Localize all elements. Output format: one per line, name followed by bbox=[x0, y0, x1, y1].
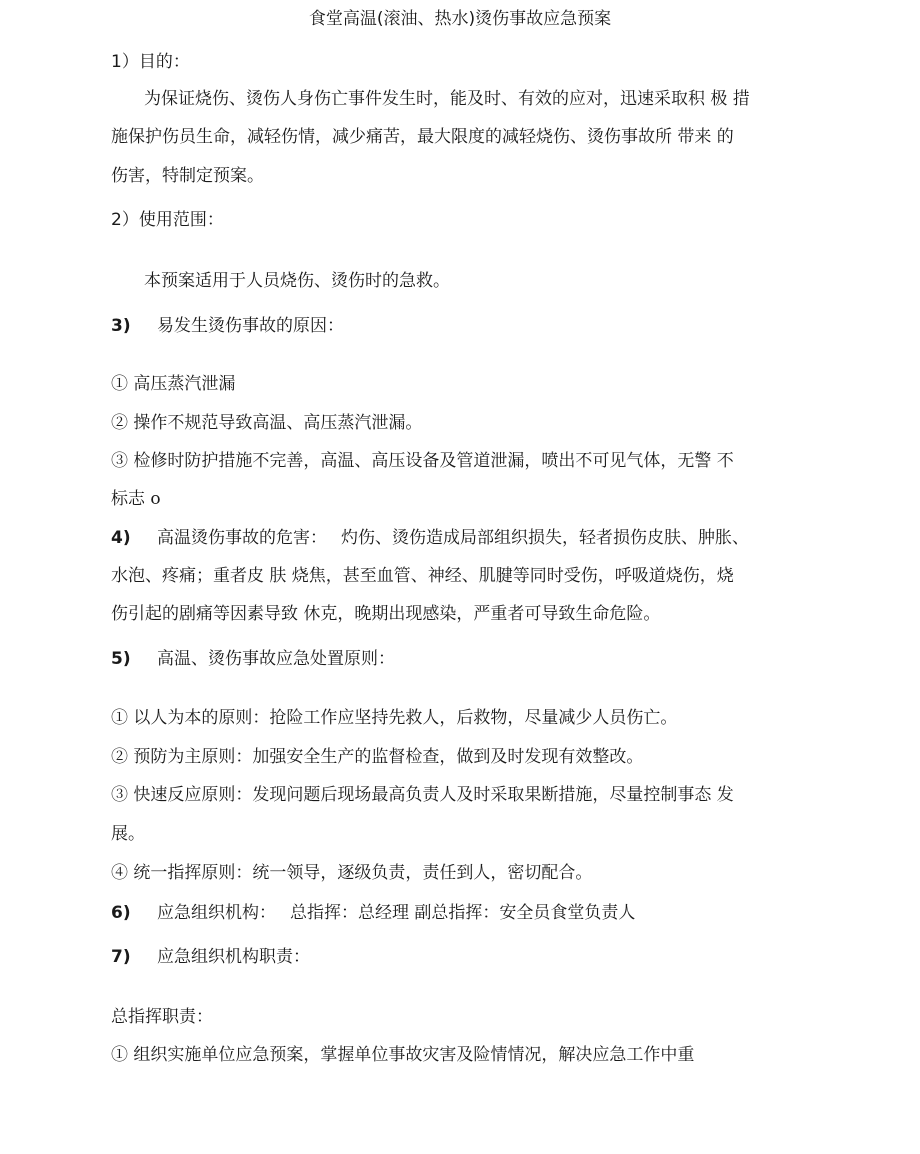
list-item-continuation: 展。 bbox=[111, 824, 145, 844]
list-item: ② 操作不规范导致高温、高压蒸汽泄漏。 bbox=[111, 413, 423, 433]
list-item: ③ 快速反应原则：发现问题后现场最高负责人及时采取果断措施，尽量控制事态 发 bbox=[111, 785, 734, 805]
section-6-heading bbox=[111, 902, 635, 924]
section-6-body: 总指挥：总经理 副总指挥：安全员食堂负责人 bbox=[290, 903, 636, 923]
section-2-body: 本预案适用于人员烧伤、烫伤时的急救。 bbox=[144, 271, 450, 291]
section-1-line: 为保证烧伤、烫伤人身伤亡事件发生时，能及时、有效的应对，迅速采取积 极 措 bbox=[144, 89, 750, 109]
section-7-title: 应急组织机构职责： bbox=[157, 947, 310, 967]
page-title: 食堂高温(滚油、热水)烫伤事故应急预案 bbox=[308, 9, 612, 29]
list-item: ② 预防为主原则：加强安全生产的监督检查，做到及时发现有效整改。 bbox=[111, 747, 644, 767]
section-4-number: 4) bbox=[111, 528, 131, 548]
section-5-number: 5) bbox=[111, 649, 131, 669]
section-5-heading bbox=[111, 648, 395, 670]
section-6-number: 6) bbox=[111, 903, 131, 923]
section-2-heading: 2）使用范围： bbox=[111, 210, 224, 230]
list-item: ③ 检修时防护措施不完善，高温、高压设备及管道泄漏，喷出不可见气体，无警 不 bbox=[111, 451, 734, 471]
section-1-line: 施保护伤员生命，减轻伤情，减少痛苦，最大限度的减轻烧伤、烫伤事故所 带来 的 bbox=[111, 127, 734, 147]
list-item: ④ 统一指挥原则：统一领导，逐级负责，责任到人，密切配合。 bbox=[111, 863, 593, 883]
section-3-number: 3) bbox=[111, 316, 131, 336]
commander-duties-heading: 总指挥职责： bbox=[111, 1007, 213, 1027]
section-3-heading bbox=[111, 315, 344, 337]
section-3-title: 易发生烫伤事故的原因： bbox=[157, 316, 344, 336]
list-item-continuation: 标志 o bbox=[111, 489, 161, 509]
section-1-line: 伤害，特制定预案。 bbox=[111, 166, 264, 186]
list-item: ① 组织实施单位应急预案，掌握单位事故灾害及险情情况，解决应急工作中重 bbox=[111, 1045, 695, 1065]
section-6-title: 应急组织机构： bbox=[157, 903, 276, 923]
section-4-title: 高温烫伤事故的危害： bbox=[157, 528, 327, 548]
section-4-first-line: 灼伤、烫伤造成局部组织损失，轻者损伤皮肤、肿胀、 bbox=[341, 528, 749, 548]
section-4-line: 水泡、疼痛；重者皮 肤 烧焦，甚至血管、神经、肌腱等同时受伤，呼吸道烧伤，烧 bbox=[111, 566, 734, 586]
section-4-heading bbox=[111, 527, 749, 549]
section-4-line: 伤引起的剧痛等因素导致 休克，晚期出现感染，严重者可导致生命危险。 bbox=[111, 604, 661, 624]
list-item: ① 高压蒸汽泄漏 bbox=[111, 374, 236, 394]
section-5-title: 高温、烫伤事故应急处置原则： bbox=[157, 649, 395, 669]
section-1-heading: 1）目的： bbox=[111, 52, 190, 72]
list-item: ① 以人为本的原则：抢险工作应坚持先救人，后救物，尽量减少人员伤亡。 bbox=[111, 708, 678, 728]
section-7-number: 7) bbox=[111, 947, 131, 967]
section-7-heading bbox=[111, 946, 310, 968]
